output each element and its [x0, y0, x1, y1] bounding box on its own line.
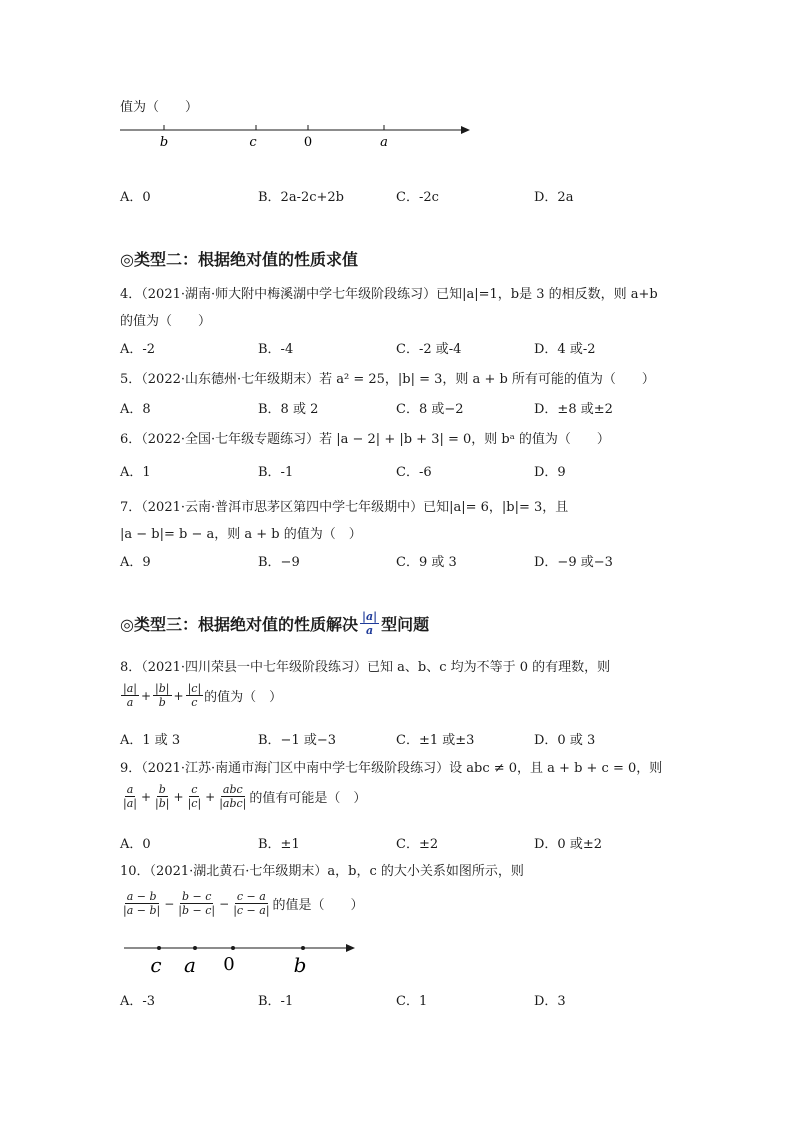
option-c[interactable]: C．±2 — [396, 837, 439, 852]
option-d[interactable]: D．0 或 3 — [534, 733, 596, 748]
option-d[interactable]: D．0 或±2 — [534, 837, 602, 852]
label-0: 0 — [223, 954, 235, 975]
fraction: $\frac{|a|}{a}$ — [123, 682, 137, 709]
option-b[interactable]: B．−1 或−3 — [258, 733, 337, 748]
option-d[interactable]: D．9 — [534, 465, 566, 480]
title-fraction — [360, 610, 379, 637]
q4-stem-line2: 的值为（ ） — [120, 314, 212, 329]
option-a[interactable]: A．-2 — [120, 342, 156, 357]
option-b[interactable]: B．8 或 2 — [258, 402, 319, 417]
option-b[interactable]: B．−9 — [258, 555, 300, 570]
q9-expression — [120, 783, 366, 810]
fraction: $\frac{c}{|c|}$ — [187, 783, 202, 810]
option-c[interactable]: C．1 — [396, 994, 428, 1009]
option-d[interactable]: D．−9 或−3 — [534, 555, 613, 570]
label-0: 0 — [303, 135, 313, 150]
q6-stem: 6．（2022·全国·七年级专题练习）若 |a − 2| + |b + 3| = 0，则 bᵃ 的值为（ ） — [120, 432, 610, 447]
option-d[interactable]: D．2a — [534, 190, 574, 205]
q9-stem-line1: 9．（2021·江苏·南通市海门区中南中学七年级阶段练习）设 abc ≠ 0，且 a + b + c = 0，则 — [120, 761, 663, 776]
plus-sign: + — [140, 789, 152, 804]
option-c[interactable]: C．-6 — [396, 465, 432, 480]
q10-stem-line1: 10．（2021·湖北黄石·七年级期末）a，b，c 的大小关系如图所示，则 — [120, 864, 524, 879]
q8-stem-tail: 的值为（ ） — [204, 690, 283, 705]
option-a[interactable]: A．-3 — [120, 994, 156, 1009]
fraction: $\frac{b}{|b|}$ — [155, 783, 170, 810]
q10-number-line — [122, 936, 358, 978]
section-title-prefix: ◎类型三：根据绝对值的性质解决 — [120, 615, 358, 634]
label-a: a — [380, 135, 388, 150]
fraction: $\frac{c - a}{|c - a|}$ — [233, 890, 270, 917]
fraction: $\frac{|b|}{b}$ — [155, 682, 170, 709]
q8-stem-line1: 8．（2021·四川荣县一中七年级阶段练习）已知 a、b、c 均为不等于 0 的有理数，则 — [120, 660, 611, 675]
option-c[interactable]: C．9 或 3 — [396, 555, 457, 570]
label-a: a — [184, 953, 196, 977]
option-c[interactable]: C．-2c — [396, 190, 439, 205]
q5-stem: 5．（2022·山东德州·七年级期末）若 a² = 25，|b| = 3，则 a + b 所有可能的值为（ ） — [120, 372, 655, 387]
plus-sign: + — [173, 789, 184, 804]
option-c[interactable]: C．8 或−2 — [396, 402, 464, 417]
option-c[interactable]: C．±1 或±3 — [396, 733, 475, 748]
section-title-suffix: 型问题 — [381, 615, 430, 634]
q9-stem-tail: 的值有可能是（ ） — [249, 791, 367, 806]
q7-stem-line1: 7．（2021·云南·普洱市思茅区第四中学七年级期中）已知|a|= 6，|b|= 3，且 — [120, 500, 569, 515]
option-d[interactable]: D．4 或-2 — [534, 342, 596, 357]
option-a[interactable]: A．1 — [120, 465, 151, 480]
label-c: c — [249, 135, 257, 150]
option-b[interactable]: B．-1 — [258, 994, 294, 1009]
option-a[interactable]: A．9 — [120, 555, 151, 570]
option-a[interactable]: A．0 — [120, 837, 151, 852]
point-b — [301, 946, 305, 950]
label-c: c — [150, 953, 162, 977]
option-a[interactable]: A．8 — [120, 402, 151, 417]
number-line-arrow — [461, 126, 470, 134]
plus-sign: + — [205, 789, 216, 804]
option-d[interactable]: D．3 — [534, 994, 566, 1009]
plus-sign: + — [173, 688, 184, 703]
option-b[interactable]: B．2a-2c+2b — [258, 190, 345, 205]
option-b[interactable]: B．±1 — [258, 837, 300, 852]
label-b: b — [159, 135, 169, 150]
minus-sign: − — [164, 896, 175, 911]
point-a — [193, 946, 197, 950]
section-title-type-2: ◎类型二：根据绝对值的性质求值 — [120, 250, 358, 269]
option-a[interactable]: A．0 — [120, 190, 151, 205]
section-title-type-3 — [120, 610, 429, 637]
option-d[interactable]: D．±8 或±2 — [534, 402, 613, 417]
fraction: $\frac{|c|}{c}$ — [187, 682, 202, 709]
minus-sign: − — [219, 896, 230, 911]
number-line-arrow — [346, 944, 355, 952]
q3-number-line — [118, 118, 474, 154]
option-a[interactable]: A．1 或 3 — [120, 733, 181, 748]
point-0 — [231, 946, 235, 950]
fraction: $\frac{a - b}{|a - b|}$ — [123, 890, 161, 917]
plus-sign: + — [140, 688, 152, 703]
title-fraction-numerator: |a| — [361, 610, 378, 623]
option-c[interactable]: C．-2 或-4 — [396, 342, 462, 357]
title-fraction-denominator: a — [365, 624, 374, 637]
option-b[interactable]: B．-1 — [258, 465, 294, 480]
q3-stem-tail: 值为（ ） — [120, 100, 199, 115]
fraction: $\frac{b - c}{|b - c|}$ — [178, 890, 216, 917]
q4-stem-line1: 4．（2021·湖南·师大附中梅溪湖中学七年级阶段练习）已知|a|=1，b是 3 的相反数，则 a+b — [120, 287, 658, 302]
label-b: b — [293, 953, 307, 977]
option-b[interactable]: B．-4 — [258, 342, 294, 357]
fraction: $\frac{\text{abc}}{\text{|abc|}}$ — [219, 783, 247, 810]
point-c — [157, 946, 161, 950]
q10-expression — [120, 890, 364, 917]
q8-expression — [120, 682, 282, 709]
q7-stem-line2: |a − b|= b − a，则 a + b 的值为（ ） — [120, 527, 362, 542]
fraction: $\frac{a}{|a|}$ — [123, 783, 137, 810]
q10-stem-tail: 的值是（ ） — [272, 898, 364, 913]
